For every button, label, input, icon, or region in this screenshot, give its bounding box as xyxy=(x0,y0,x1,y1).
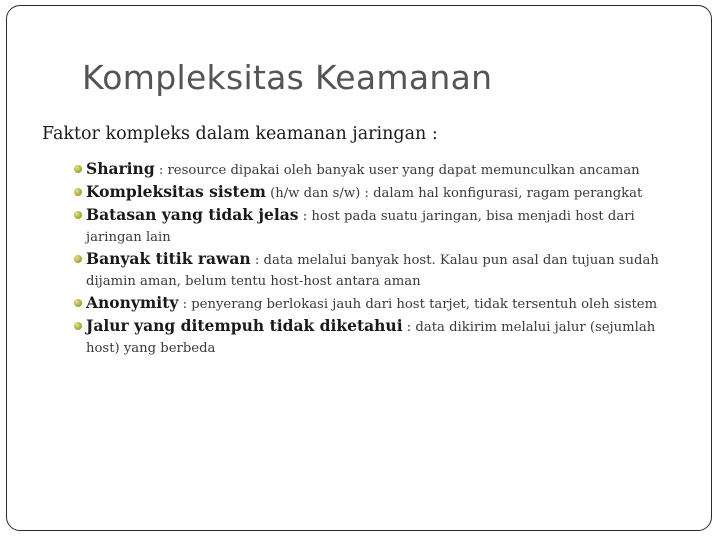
bullet-list xyxy=(74,158,694,359)
bullet-dot-icon xyxy=(74,188,82,196)
bullet-dot-icon xyxy=(74,255,82,263)
bullet-desc: : resource dipakai oleh banyak user yang dapat memunculkan ancaman xyxy=(154,163,640,178)
slide-title: Kompleksitas Keamanan xyxy=(82,58,493,97)
bullet-term: Sharing xyxy=(86,159,155,178)
bullet-term: Banyak titik rawan xyxy=(86,249,251,268)
bullet-item-anonymity xyxy=(74,292,694,315)
bullet-dot-icon xyxy=(74,211,82,219)
bullet-item-kompleksitas-sistem xyxy=(74,181,694,204)
bullet-desc: : data melalui banyak host. Kalau pun asal dan tujuan sudah xyxy=(250,253,659,268)
bullet-term: Kompleksitas sistem xyxy=(86,182,266,201)
bullet-item-jalur xyxy=(74,315,694,359)
intro-text: Faktor kompleks dalam keamanan jaringan : xyxy=(42,124,438,144)
bullet-term: Batasan yang tidak jelas xyxy=(86,205,299,224)
bullet-desc: : data dikirim melalui jalur (sejumlah xyxy=(402,320,656,335)
bullet-desc: : host pada suatu jaringan, bisa menjadi host dari xyxy=(298,209,635,224)
bullet-desc: (h/w dan s/w) : dalam hal konfigurasi, ragam perangkat xyxy=(265,186,643,201)
bullet-item-banyak-titik-rawan xyxy=(74,248,694,292)
bullet-dot-icon xyxy=(74,165,82,173)
bullet-desc-continuation: dijamin aman, belum tentu host-host antara aman xyxy=(86,274,421,289)
bullet-item-sharing xyxy=(74,158,694,181)
bullet-item-batasan xyxy=(74,204,694,248)
bullet-dot-icon xyxy=(74,322,82,330)
bullet-desc: : penyerang berlokasi jauh dari host tarjet, tidak tersentuh oleh sistem xyxy=(178,297,658,312)
bullet-dot-icon xyxy=(74,299,82,307)
bullet-term: Anonymity xyxy=(86,293,179,312)
bullet-desc-continuation: host) yang berbeda xyxy=(86,341,216,356)
bullet-desc-continuation: jaringan lain xyxy=(86,230,171,245)
bullet-term: Jalur yang ditempuh tidak diketahui xyxy=(86,316,403,335)
